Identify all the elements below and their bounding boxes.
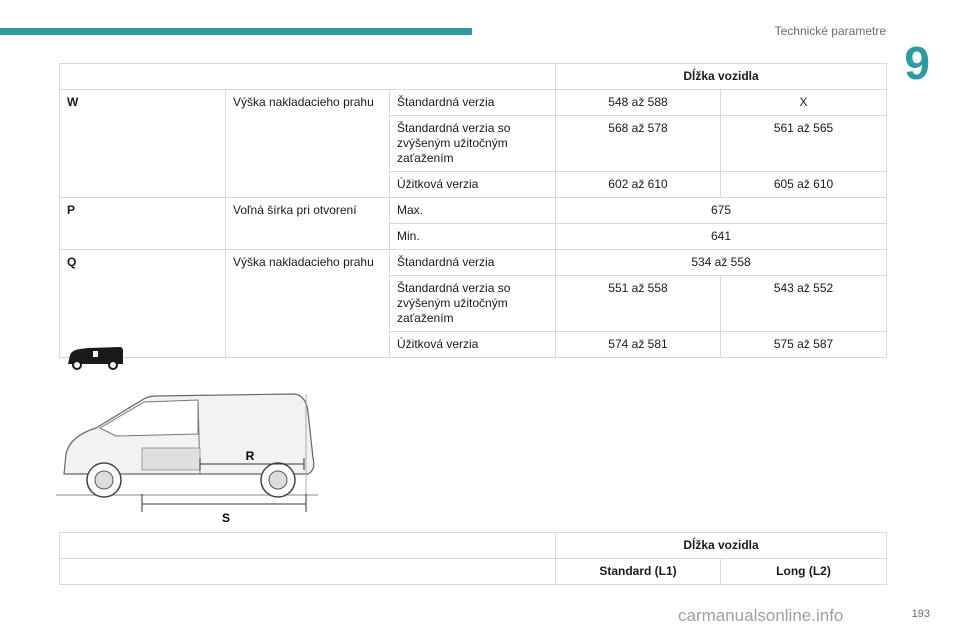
version-cell: Úžitková verzia: [390, 332, 556, 358]
chapter-number: 9: [904, 37, 930, 89]
top-accent-bar: [0, 28, 472, 35]
van-icon: [66, 342, 124, 372]
vehicle-length-header: Dĺžka vozidla: [556, 64, 887, 90]
value-l2: 561 až 565: [721, 116, 887, 172]
version-cell: Min.: [390, 224, 556, 250]
value-both: 641: [556, 224, 887, 250]
version-cell: Štandardná verzia: [390, 250, 556, 276]
version-cell: Štandardná verzia so zvýšeným užitočným zaťažením: [390, 116, 556, 172]
version-cell: Štandardná verzia so zvýšeným užitočným zaťažením: [390, 276, 556, 332]
dimension-label: Výška nakladacieho prahu: [226, 250, 390, 358]
dimension-label: Voľná šírka pri otvorení: [226, 198, 390, 250]
column-l2: Long (L2): [721, 559, 887, 585]
table-row: [60, 250, 887, 276]
value-l1: 602 až 610: [556, 172, 721, 198]
value-l2: 605 až 610: [721, 172, 887, 198]
table-header-row: [60, 559, 887, 585]
table-header-row: [60, 64, 887, 90]
column-l1: Standard (L1): [556, 559, 721, 585]
section-title: Technické parametre: [774, 24, 886, 38]
van-side-drawing: [56, 382, 318, 526]
value-l1: 568 až 578: [556, 116, 721, 172]
value-l1: 548 až 588: [556, 90, 721, 116]
header-empty-cell: [60, 64, 556, 90]
version-cell: Max.: [390, 198, 556, 224]
header-empty-cell: [60, 559, 556, 585]
length-table: [59, 532, 887, 585]
value-l1: 574 až 581: [556, 332, 721, 358]
dimension-code: W: [60, 90, 226, 198]
table-row: [60, 198, 887, 224]
table-row: [60, 90, 887, 116]
dimension-code: P: [60, 198, 226, 250]
value-l2: X: [721, 90, 887, 116]
label-s: S: [221, 511, 231, 525]
value-l1: 551 až 558: [556, 276, 721, 332]
version-cell: Úžitková verzia: [390, 172, 556, 198]
table-header-row: [60, 533, 887, 559]
value-l2: 575 až 587: [721, 332, 887, 358]
page-number: 193: [911, 608, 930, 620]
dimension-label: Výška nakladacieho prahu: [226, 90, 390, 198]
value-l2: 543 až 552: [721, 276, 887, 332]
dimension-code: Q: [60, 250, 226, 358]
version-cell: Štandardná verzia: [390, 90, 556, 116]
value-both: 534 až 558: [556, 250, 887, 276]
dimensions-table: [59, 63, 887, 358]
header-empty-cell: [60, 533, 556, 559]
label-r: R: [245, 449, 255, 463]
vehicle-length-header: Dĺžka vozidla: [556, 533, 887, 559]
value-both: 675: [556, 198, 887, 224]
watermark: carmanualsonline.info: [678, 606, 844, 625]
